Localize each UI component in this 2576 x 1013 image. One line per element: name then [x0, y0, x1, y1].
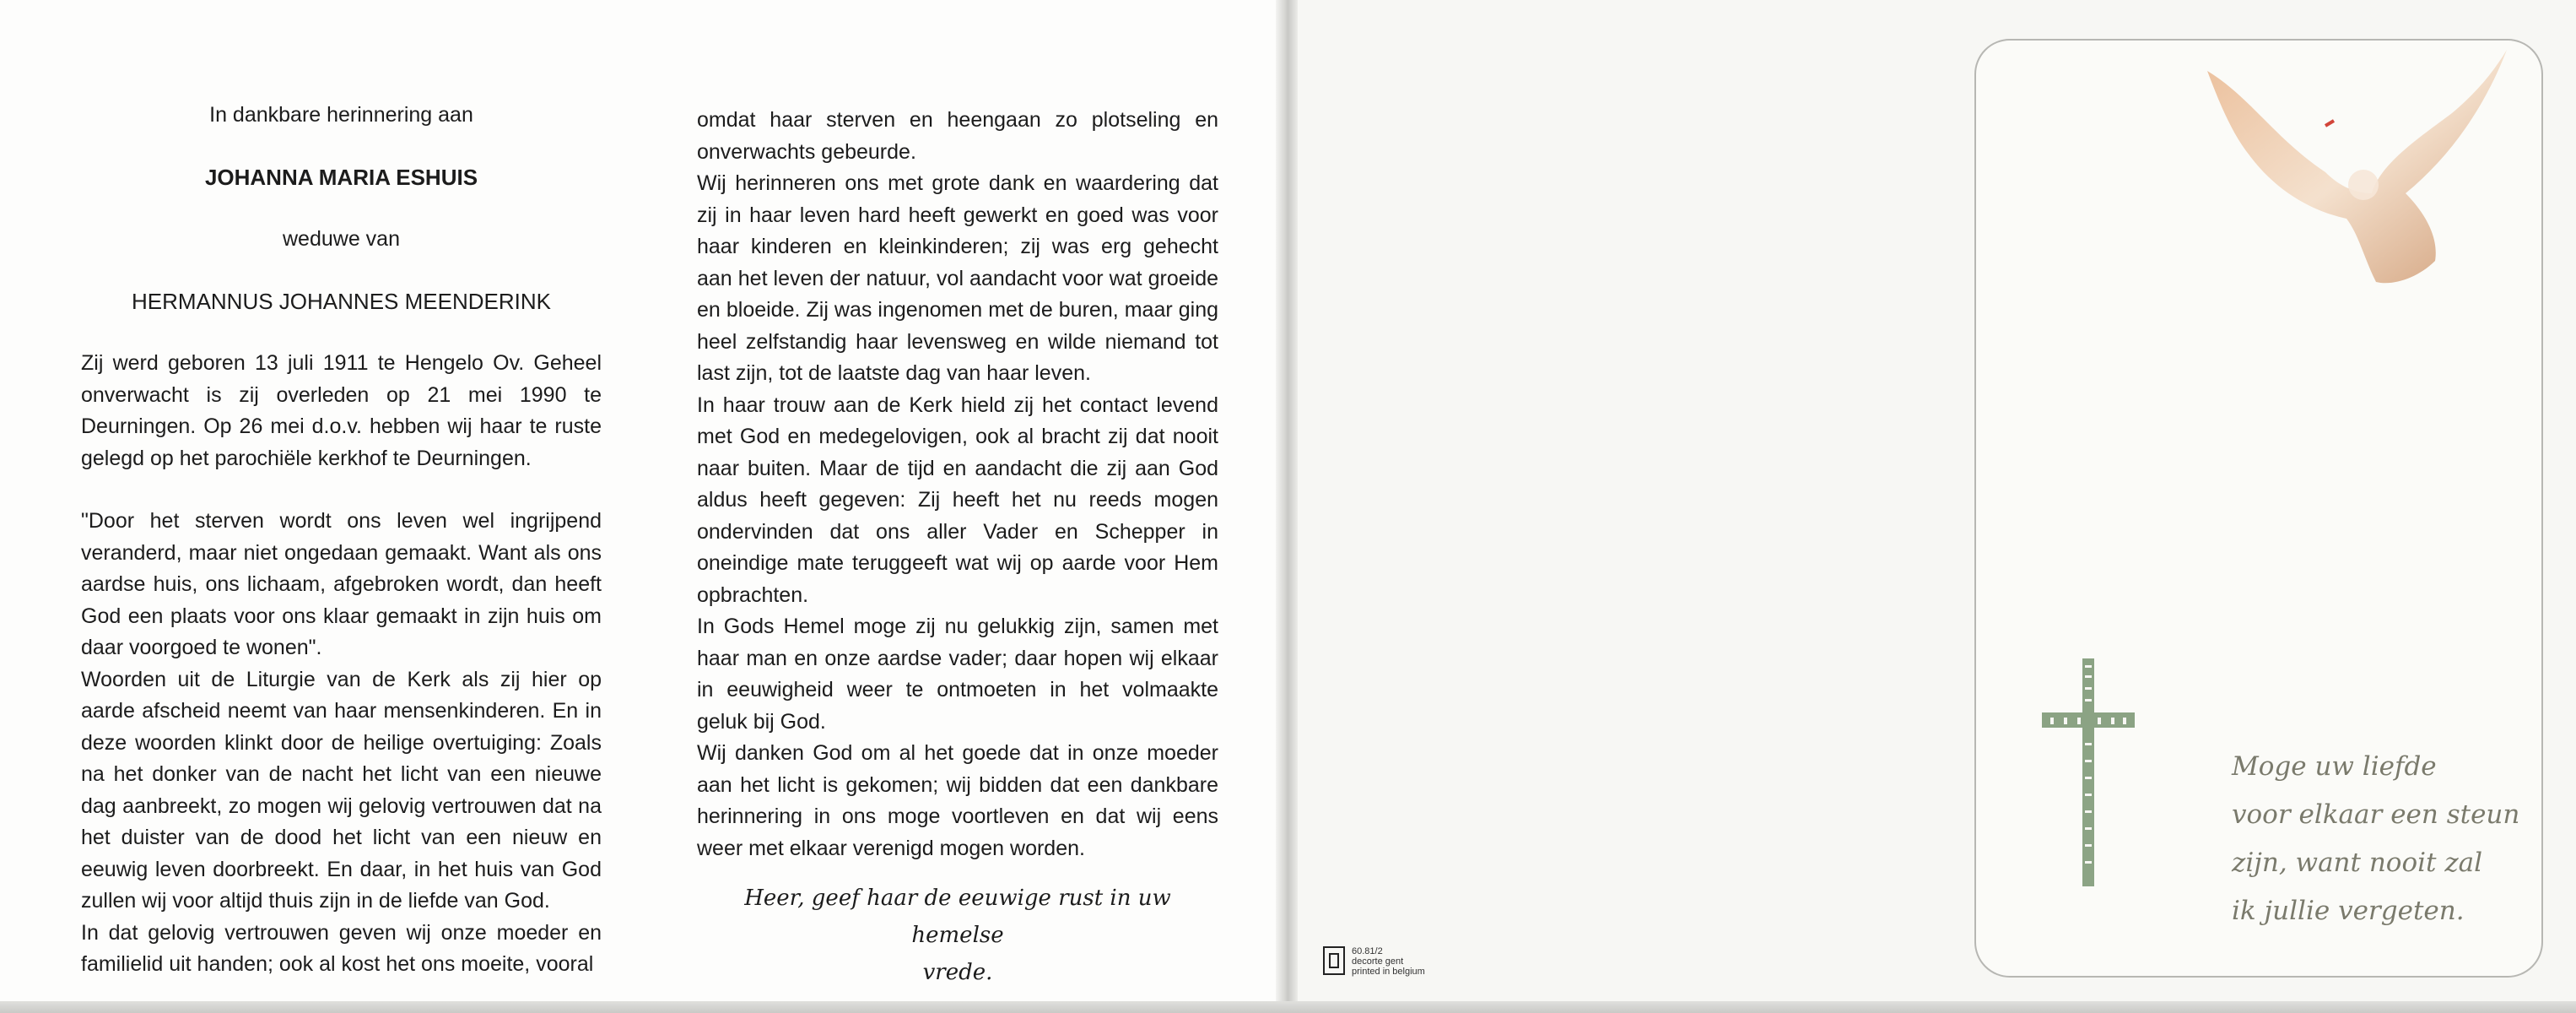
- gratitude-paragraph: Wij danken God om al het goede dat in onze moeder aan het licht is gekomen; wij bidden dat een dankbare herinnering in ons moge voortleven en dat wij eens weer met elkaar verenigd mogen worden.: [697, 741, 1218, 860]
- continued-paragraph: omdat haar sterven en heengaan zo plotseling en onverwachts gebeurde.: [697, 108, 1218, 164]
- printer-logo-icon: [1323, 946, 1345, 975]
- cover-motto: [2232, 743, 2520, 935]
- closing-prayer: [697, 880, 1218, 991]
- trust-paragraph: In dat gelovig vertrouwen geven wij onze moeder en familielid uit handen; ook al kost het ons moeite, vooral: [81, 920, 602, 976]
- thanks-paragraph: Wij herinneren ons met grote dank en waardering dat zij in haar leven hard heeft gewerkt en goed was voor haar kinderen en kleinkinderen; zij was erg gehecht aan het leven der natuur, vol aandacht voor wat groeide en bloeide. Zij was ingenomen met de buren, maar ging heel zelfstandig haar levensweg en wilde niemand tot last zijn, tot de laatste dag van haar leven.: [697, 171, 1218, 385]
- printer-mark: [1323, 946, 1450, 985]
- heaven-paragraph: In Gods Hemel moge zij nu gelukkig zijn, samen met haar man en onze aardse vader; daar hopen wij elkaar in eeuwigheid weer te ontmoeten in het volmaakte geluk bij God.: [697, 615, 1218, 734]
- motto-line: ik jullie vergeten.: [2232, 896, 2465, 926]
- motto-line: zijn, want nooit zal: [2232, 848, 2483, 878]
- cross-icon: [2042, 658, 2135, 929]
- widow-of-label: weduwe van: [283, 227, 400, 251]
- motto-line: Moge uw liefde: [2232, 751, 2437, 782]
- motto-line: voor elkaar een steun: [2232, 799, 2520, 830]
- prayer-line-2: vrede.: [922, 960, 993, 985]
- biography-paragraph: Zij werd geboren 13 juli 1911 te Hengelo Ov. Geheel onverwacht is zij overleden op 21 mei 1990 te Deurningen. Op 26 mei d.o.v. hebben wij haar te ruste gelegd op het parochiële kerkhof te Deurningen.: [81, 351, 602, 470]
- spouse-name: HERMANNUS JOHANNES MEENDERINK: [132, 288, 551, 314]
- printer-text: [1352, 946, 1425, 977]
- text-column-left: [81, 100, 602, 981]
- church-paragraph: In haar trouw aan de Kerk hield zij het contact levend met God en medegelovigen, ook al bracht zij dat nooit naar buiten. Maar de tijd en aandacht die zij aan God aldus heeft gegeven: Zij heeft het nu reeds mogen ondervinden dat ons aller Vader en Schepper in oneindige mate teruggeeft wat wij op aarde voor Hem opbrachten.: [697, 393, 1218, 607]
- liturgy-quote: "Door het sterven wordt ons leven wel ingrijpend veranderd, maar niet ongedaan gemaakt. Want als ons aardse huis, ons lichaam, afgebroken wordt, dan heeft God een plaats voor ons klaar gemaakt in zijn huis om daar voorgoed te wonen".: [81, 509, 602, 659]
- memorial-heading: In dankbare herinnering aan: [209, 103, 473, 127]
- printer-name: decorte gent: [1352, 956, 1404, 967]
- card-bottom-edge: [0, 1001, 2576, 1013]
- prayer-line-1: Heer, geef haar de eeuwige rust in uw hemelse: [744, 886, 1171, 948]
- deceased-name: JOHANNA MARIA ESHUIS: [204, 164, 478, 190]
- printer-code: 60.81/2: [1352, 946, 1383, 956]
- printer-origin: printed in belgium: [1352, 967, 1425, 977]
- card-fold: [1276, 0, 1298, 1013]
- liturgy-paragraph: Woorden uit de Liturgie van de Kerk als zij hier op aarde afscheid neemt van haar mensenkinderen. En in deze woorden klinkt door de heilige overtuiging: Zoals na het donker van de nacht het licht van een nieuwe dag aanbreekt, zo mogen wij gelovig vertrouwen dat na het duister van de dood het licht van een nieuw en eeuwig leven doorbreekt. En daar, in het huis van God zullen wij voor altijd thuis zijn in de liefde van God.: [81, 667, 602, 913]
- text-column-right: [697, 105, 1218, 991]
- dove-icon: [2199, 46, 2519, 299]
